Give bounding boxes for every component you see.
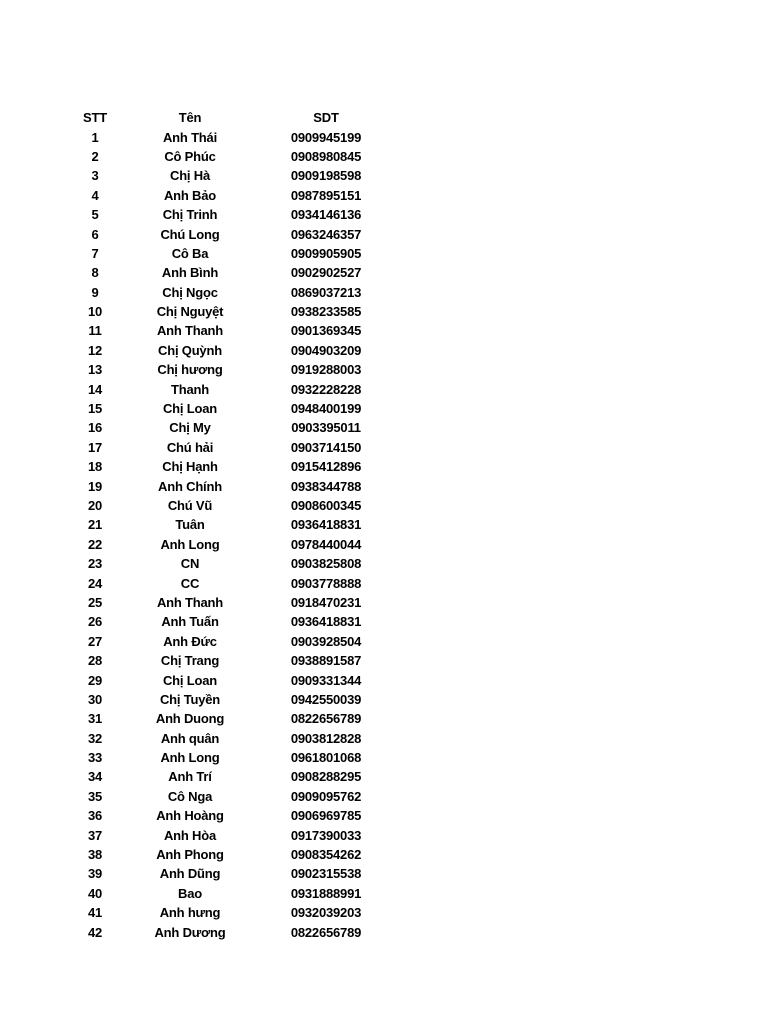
row-name: Anh Bình (161, 265, 219, 281)
row-phone: 0936418831 (290, 517, 362, 533)
row-phone: 0909945199 (290, 129, 362, 145)
row-name: Chú Vũ (167, 498, 213, 513)
table-row (60, 690, 400, 709)
table-row (60, 845, 400, 864)
row-phone: 0903714150 (290, 439, 362, 455)
row-phone: 0901369345 (290, 323, 362, 339)
table-row (60, 922, 400, 941)
row-phone: 0908354262 (290, 847, 362, 863)
row-name: Anh Phong (156, 847, 224, 863)
row-name: Anh Thanh (156, 323, 224, 339)
row-name: Anh Dương (154, 924, 226, 940)
row-stt: 37 (87, 827, 103, 843)
row-phone: 0903928504 (290, 633, 362, 649)
table-row (60, 224, 400, 243)
table-row (60, 186, 400, 205)
row-stt: 15 (87, 401, 103, 417)
row-phone: 0908288295 (290, 769, 362, 785)
row-phone: 0822656789 (290, 711, 362, 727)
table-row (60, 806, 400, 825)
row-phone: 0978440044 (290, 536, 362, 552)
row-stt: 42 (87, 924, 103, 940)
row-stt: 9 (91, 284, 99, 300)
row-stt: 10 (87, 304, 103, 320)
row-phone: 0906969785 (290, 808, 362, 824)
row-name: Chị My (169, 420, 211, 436)
row-stt: 28 (87, 653, 103, 669)
row-stt: 35 (87, 788, 103, 804)
row-name: Chị Trang (160, 653, 220, 669)
table-row (60, 496, 400, 515)
row-stt: 22 (87, 536, 103, 552)
table-row (60, 767, 400, 786)
row-phone: 0919288003 (290, 362, 362, 378)
table-row (60, 535, 400, 554)
row-phone: 0909198598 (290, 168, 362, 184)
row-name: Chú Long (160, 226, 220, 242)
table-row (60, 379, 400, 398)
row-phone: 0902315538 (290, 866, 362, 882)
row-phone: 0932039203 (290, 905, 362, 921)
row-name: Anh Thái (162, 129, 217, 145)
row-stt: 20 (87, 498, 103, 513)
table-header-row (60, 108, 400, 127)
table-row (60, 709, 400, 728)
row-stt: 6 (91, 226, 99, 242)
row-phone: 0934146136 (290, 207, 362, 223)
row-name: Cô Phúc (164, 148, 216, 164)
row-name: Anh Hoàng (156, 808, 224, 824)
row-name: Anh hưng (159, 905, 221, 921)
table-row (60, 418, 400, 437)
row-phone: 0908980845 (290, 148, 362, 164)
row-stt: 1 (91, 129, 99, 145)
table-row (60, 825, 400, 844)
header-stt: STT (83, 110, 107, 126)
row-phone: 0963246357 (290, 226, 362, 242)
row-phone: 0961801068 (290, 750, 362, 766)
row-phone: 0948400199 (290, 401, 362, 417)
table-row (60, 670, 400, 689)
row-stt: 2 (91, 148, 99, 164)
table-row (60, 283, 400, 302)
table-row (60, 263, 400, 282)
table-row (60, 147, 400, 166)
row-name: CC (180, 575, 200, 591)
row-name: Bao (178, 885, 202, 901)
row-stt: 33 (87, 750, 103, 766)
row-stt: 7 (91, 245, 99, 261)
table-row (60, 457, 400, 476)
row-name: Anh Chính (158, 478, 222, 494)
row-phone: 0938344788 (290, 478, 362, 494)
row-stt: 25 (87, 594, 103, 610)
table-body (60, 127, 400, 941)
row-phone: 0822656789 (290, 924, 362, 940)
row-stt: 31 (87, 711, 103, 727)
row-name: Tuân (175, 517, 205, 533)
row-name: Chị Trinh (162, 207, 218, 223)
table-row (60, 205, 400, 224)
row-phone: 0918470231 (290, 594, 362, 610)
row-phone: 0942550039 (290, 691, 362, 707)
row-phone: 0903825808 (290, 556, 362, 572)
row-stt: 12 (87, 342, 103, 358)
row-stt: 30 (87, 691, 103, 707)
row-name: Chị Loan (162, 401, 217, 417)
row-stt: 21 (87, 517, 103, 533)
table-row (60, 321, 400, 340)
row-stt: 36 (87, 808, 103, 824)
row-phone: 0938233585 (290, 304, 362, 320)
row-name: Anh Long (160, 536, 220, 552)
row-stt: 11 (88, 323, 102, 339)
table-row (60, 360, 400, 379)
table-row (60, 341, 400, 360)
row-phone: 0938891587 (290, 653, 362, 669)
row-phone: 0915412896 (290, 459, 362, 475)
table-row (60, 244, 400, 263)
row-stt: 41 (87, 905, 103, 921)
row-phone: 0936418831 (290, 614, 362, 630)
row-phone: 0917390033 (290, 827, 362, 843)
table-row (60, 399, 400, 418)
row-name: Chị Ngọc (162, 284, 218, 300)
row-stt: 13 (87, 362, 103, 378)
row-name: Anh Dũng (159, 866, 221, 882)
row-stt: 5 (91, 207, 99, 223)
row-phone: 0909905905 (290, 245, 362, 261)
row-name: CN (180, 556, 200, 572)
row-name: Anh Thanh (156, 594, 224, 610)
row-stt: 26 (87, 614, 103, 630)
row-name: Anh Long (160, 750, 220, 766)
row-phone: 0903778888 (290, 575, 362, 591)
row-name: Chị hương (157, 362, 223, 378)
row-stt: 19 (87, 478, 103, 494)
row-phone: 0909331344 (290, 672, 362, 688)
row-phone: 0908600345 (290, 498, 362, 513)
table-row (60, 302, 400, 321)
table-row (60, 903, 400, 922)
row-phone: 0931888991 (290, 885, 362, 901)
row-stt: 23 (87, 556, 103, 572)
row-stt: 40 (87, 885, 103, 901)
table-row (60, 864, 400, 883)
row-stt: 29 (87, 672, 103, 688)
row-name: Anh Tuấn (161, 614, 219, 630)
row-phone: 0869037213 (290, 284, 362, 300)
row-name: Anh Duong (155, 711, 225, 727)
table-row (60, 748, 400, 767)
row-name: Chị Quỳnh (158, 342, 222, 358)
row-stt: 32 (87, 730, 103, 746)
row-stt: 3 (91, 168, 99, 184)
row-phone: 0903812828 (290, 730, 362, 746)
row-name: Cô Nga (167, 788, 213, 804)
table-row (60, 593, 400, 612)
row-name: Anh quân (160, 730, 220, 746)
table-row (60, 476, 400, 495)
table-row (60, 729, 400, 748)
row-phone: 0987895151 (290, 187, 362, 203)
table-row (60, 884, 400, 903)
row-stt: 38 (87, 847, 103, 863)
row-phone: 0909095762 (290, 788, 362, 804)
row-name: Chị Tuyền (159, 691, 221, 707)
row-phone: 0932228228 (290, 381, 362, 397)
table-row (60, 787, 400, 806)
row-phone: 0903395011 (291, 420, 361, 436)
contact-table (60, 108, 400, 942)
row-stt: 16 (87, 420, 103, 436)
row-name: Thanh (171, 381, 209, 397)
row-stt: 8 (91, 265, 99, 281)
table-row (60, 438, 400, 457)
row-name: Anh Hòa (163, 827, 217, 843)
row-stt: 18 (87, 459, 103, 475)
row-name: Anh Trí (168, 769, 212, 785)
row-stt: 14 (87, 381, 103, 397)
row-stt: 17 (87, 439, 103, 455)
row-stt: 34 (87, 769, 103, 785)
row-name: Chú hải (166, 439, 214, 455)
row-name: Anh Bảo (163, 187, 217, 203)
table-row (60, 127, 400, 146)
header-name: Tên (178, 110, 202, 126)
table-row (60, 632, 400, 651)
table-row (60, 554, 400, 573)
row-phone: 0904903209 (290, 342, 362, 358)
row-stt: 27 (87, 633, 103, 649)
row-phone: 0902902527 (290, 265, 362, 281)
table-row (60, 515, 400, 534)
table-row (60, 612, 400, 631)
header-phone: SDT (313, 110, 339, 126)
row-name: Chị Loan (162, 672, 217, 688)
row-stt: 4 (91, 187, 99, 203)
table-row (60, 651, 400, 670)
row-name: Chị Nguyệt (156, 304, 224, 320)
row-name: Anh Đức (163, 633, 217, 649)
row-stt: 24 (87, 575, 103, 591)
row-name: Cô Ba (171, 245, 209, 261)
table-row (60, 573, 400, 592)
row-stt: 39 (87, 866, 103, 882)
row-name: Chị Hạnh (162, 459, 218, 475)
row-name: Chị Hà (170, 168, 210, 184)
table-row (60, 166, 400, 185)
